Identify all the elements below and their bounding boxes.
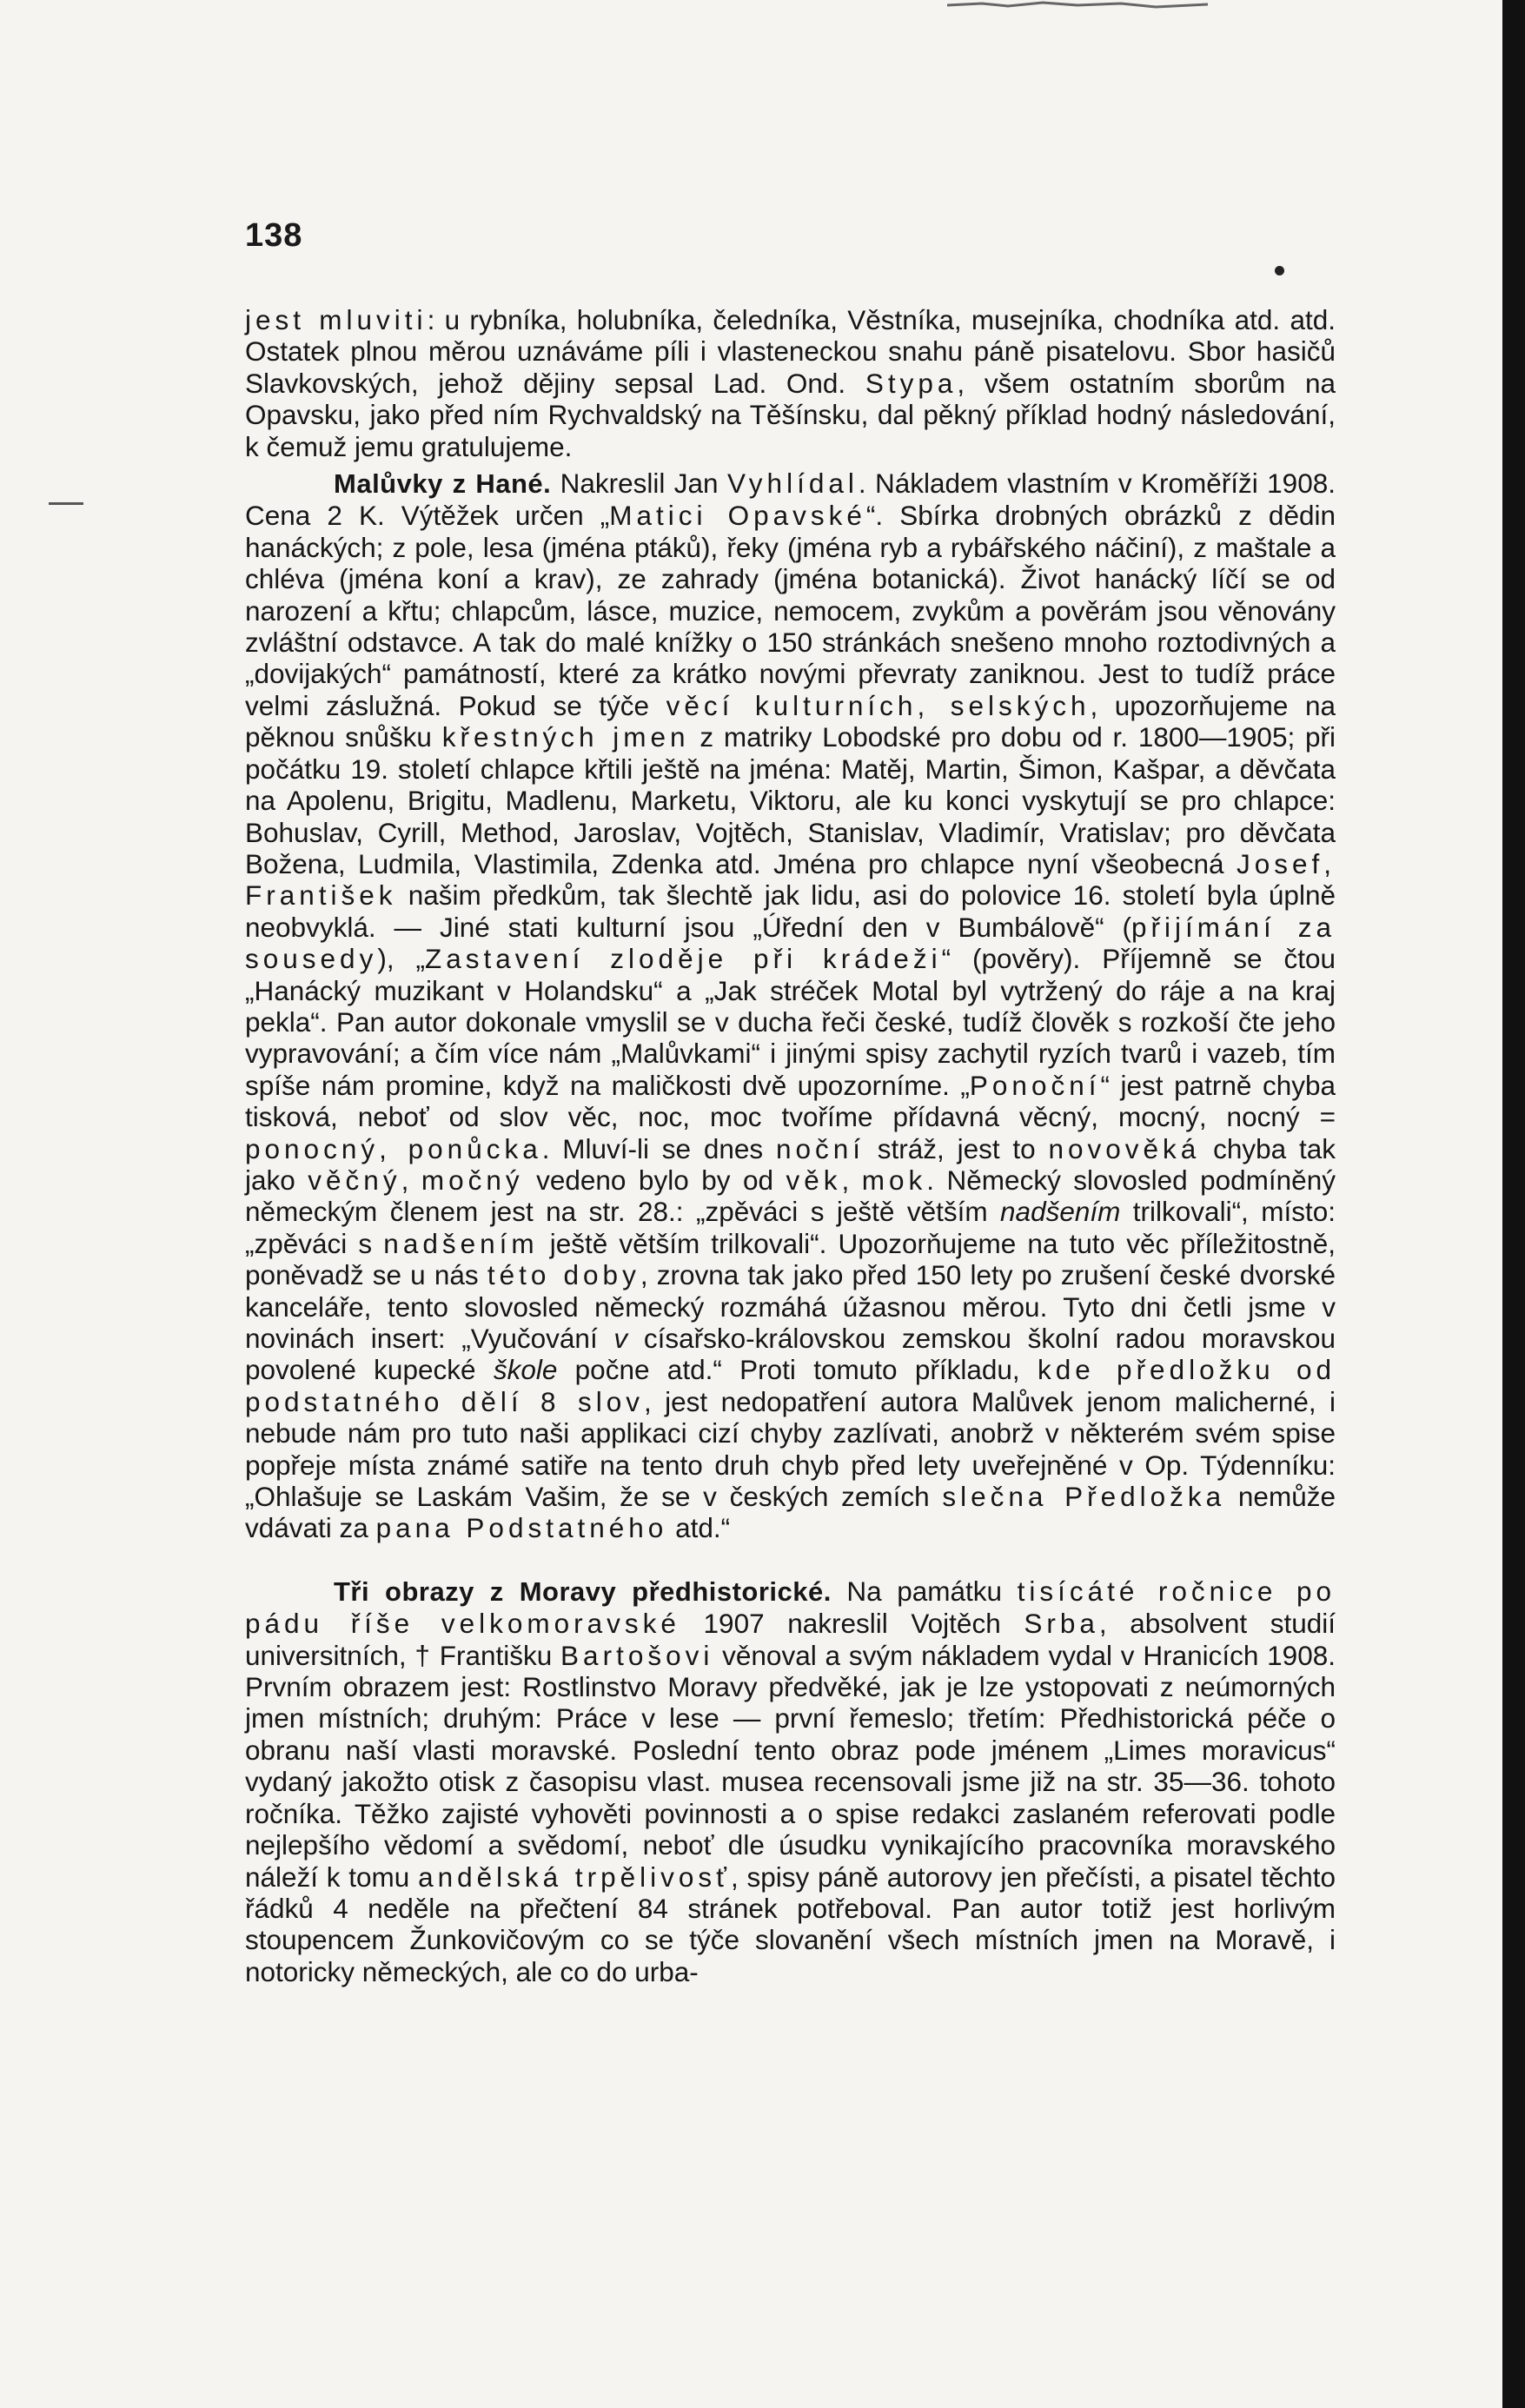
spaced-emphasis: pana Podstatného <box>375 1512 668 1544</box>
spaced-emphasis: Josef, František <box>245 847 1336 912</box>
spaced-emphasis: novověká <box>1048 1132 1201 1164</box>
text-run: trilkovali“, místo: „zpěváci s <box>245 1196 1336 1259</box>
page-number: 138 <box>245 217 303 254</box>
text-run: , absolvent studií universitních, † Františku <box>245 1608 1336 1671</box>
spaced-emphasis: kde předložku od podstatného dělí 8 slov <box>245 1354 1336 1417</box>
text-run: . Nákladem vlastním v Kroměříži 1908. Cena 2 K. Výtěžek určen „ <box>245 468 1336 532</box>
italic-emphasis: škole <box>493 1354 558 1386</box>
text-run: ještě větším trilkovali“. Upozorňujeme na tuto věc příležitostně, poněvadž se u nás <box>245 1227 1336 1291</box>
spaced-emphasis: Matici Opavské <box>609 500 866 532</box>
text-run: z matriky Lobodské pro dobu od r. 1800—1905; při počátku 19. století chlapce křtili ještě na jména: Matěj, Martin, Šimon, Kašpar, a děvčata na Apolenu, Brigitu, Madlenu, Marketu, Viktoru, ale ku konci vyskytují se pro chlapce: Bohuslav, Cyrill, Method, Jaroslav, Vojtěch, Stanislav, Vladimír, Vratislav; pro děvčata Božena, Ludmila, Vlastimila, Zdenka atd. Jména pro chlapce nyní všeobecná <box>245 721 1336 879</box>
spaced-emphasis: močný <box>421 1164 524 1196</box>
spaced-emphasis: noční <box>775 1132 865 1164</box>
text-run: vedeno bylo by od <box>523 1164 786 1196</box>
scan-edge <box>1502 0 1525 2408</box>
text-run: císařsko-královskou zemskou školní radou moravskou povolené kupecké <box>245 1323 1336 1386</box>
spaced-emphasis: věk <box>786 1164 842 1196</box>
review-title: Malůvky z Hané. <box>334 468 552 500</box>
text-run: “ jest patrně chyba tisková, neboť od slov věc, noc, moc tvoříme přídavná věcný, mocný, nocný = <box>245 1069 1336 1133</box>
spaced-emphasis: mok <box>861 1164 927 1196</box>
text-run: stráž, jest to <box>865 1132 1049 1164</box>
text-run: chyba tak jako <box>245 1132 1336 1196</box>
ink-dot-mark <box>1275 266 1284 275</box>
spaced-emphasis: věcí kulturních, selských <box>666 689 1091 721</box>
text-run: “ (pověry). Příjemně se čtou „Hanácký muzikant v Holandsku“ a „Jak stréček Motal byl vytržený do ráje a na kraj pekla“. Pan autor dokonale vmyslil se v ducha řeči české, tudíž člověk s rozkoší čte jeho vypravování; a čím více nám „Malůvkami“ i jinými spisy zachytil ryzích tvarů i vazeb, tím spíše nám promine, když na maličkosti dvě upozorníme. „ <box>245 943 1336 1101</box>
spaced-emphasis: této doby <box>487 1259 640 1291</box>
text-run: , zrovna tak jako před 150 lety po zrušení české dvorské kanceláře, tento slovosled německý rozmáhá úžasnou měrou. Tyto dni četli jsme v novinách insert: „Vyučování <box>245 1259 1336 1354</box>
spaced-emphasis: křestných jmen <box>441 721 690 753</box>
margin-dash-mark <box>49 502 83 505</box>
body-text <box>245 304 1336 1987</box>
scan-smudge-icon <box>947 0 1208 19</box>
text-run: , všem ostatním sborům na Opavsku, jako před ním Rychvaldský na Těšínsku, dal pěkný příklad hodný následování, k čemuž jemu gratulujeme. <box>245 367 1336 462</box>
text-run: . Mluví-li se dnes <box>541 1132 776 1164</box>
text-run: . Německý slovosled podmíněný německým členem jest na str. 28.: „zpěváci s ještě větším <box>245 1164 1336 1228</box>
spaced-emphasis: Ponoční <box>969 1069 1101 1101</box>
text-run: , upozorňujeme na pěknou snůšku <box>245 689 1336 753</box>
spaced-emphasis: ponocný, ponůcka <box>245 1132 542 1164</box>
spaced-emphasis: Srba <box>1024 1608 1099 1640</box>
paragraph-continuation <box>245 304 1336 462</box>
spaced-emphasis: věčný <box>308 1164 401 1196</box>
spaced-emphasis: andělská trpělivosť <box>418 1861 731 1893</box>
text-run: “. Sbírka drobných obrázků z dědin hanáckých; z pole, lesa (jména ptáků), řeky (jména ryb a rybářského náčiní), z maštale a chléva (jména koní a krav), ze zahrady (jména botanická). Život hanácký líčí se od narození a křtu; chlapcům, lásce, muzice, nemocem, zvykům a pověrám jsou věnovány zvláštní odstavce. A tak do malé knížky o 150 stránkách snešeno mnoho roztodivných a „dovijakých“ památností, které za krátko novými převraty zaniknou. Jest to tudíž práce velmi záslužná. Pokud se týče <box>245 500 1336 721</box>
text-run: věnoval a svým nákladem vydal v Hranicích 1908. Prvním obrazem jest: Rostlinstvo Moravy předvěké, jak je lze ystopovati z neúmorných jmen místních; druhým: Práce v lese — první řemeslo; třetím: Předhistorická péče o obranu naší vlasti moravské. Poslední tento obraz pode jménem „Limes moravicus“ vydaný jakožto otisk z časopisu vlast. musea recensovali jsme již na str. 35—36. tohoto ročníka. Těžko zajisté vyhověti povinnosti a o spise redakci zaslaném referovati podle nejlepšího vědomí a svědomí, neboť dle úsudku vynikajícího pracovníka moravského náleží k tomu <box>245 1639 1336 1893</box>
text-run: počne atd.“ Proti tomuto příkladu, <box>557 1354 1038 1386</box>
text-run: Nakreslil Jan <box>551 468 727 500</box>
text-run: : u rybníka, holubníka, čeledníka, Věstníka, musejníka, chodníka atd. atd. Ostatek plnou měrou uznáváme píli i vlasteneckou snahu páně pisatelovu. Sbor hasičů Slavkovských, jehož dějiny sepsal Lad. Ond. <box>245 304 1336 399</box>
review-title: Tři obrazy z Moravy předhistorické. <box>334 1575 832 1607</box>
spaced-emphasis: tisícáté ročnice po pádu říše velkomoravské <box>245 1575 1336 1640</box>
spaced-emphasis: Bartošovi <box>560 1639 714 1671</box>
text-run: 1907 nakreslil Vojtěch <box>680 1608 1024 1640</box>
text-run: , jest nedopatření autora Malůvek jenom malicherné, i nebude nám pro tuto naši applikaci cizí chyby zazlívati, anobrž v některém svém spise popřeje místa známé satiře na tento druh chyb před lety uveřejněné v Op. Týdenníku: „Ohlašuje se Laskám Vašim, že se v českých zemích <box>245 1385 1336 1513</box>
text-run: ), „ <box>377 943 426 975</box>
review-tri-obrazy-z-moravy <box>245 1575 1336 1987</box>
review-maluvky-z-hane <box>245 468 1336 1544</box>
text-run: , spisy páně autorovy jen přečísti, a pisatel těchto řádků 4 neděle na přečtení 84 stránek potřeboval. Pan autor totiž jest horlivým stoupencem Žunkovičovým co se týče slovanění všech místních jmen na Moravě, i notoricky německých, ale co do urba- <box>245 1861 1336 1987</box>
text-run: našim předkům, tak šlechtě jak lidu, asi do polovice 16. století byla úplně neobvyklá. — Jiné stati kulturní jsou „Úřední den v Bumbálově“ ( <box>245 879 1336 943</box>
text-run: nemůže vdávati za <box>245 1481 1336 1544</box>
spaced-emphasis: přijímání za sousedy <box>245 911 1336 975</box>
spaced-emphasis: Zastavení zloděje při krádeži <box>425 943 942 975</box>
text-run: Na památku <box>831 1575 1018 1607</box>
spaced-emphasis: jest mluviti <box>245 304 428 335</box>
spaced-emphasis: nadšením <box>383 1227 539 1259</box>
spaced-emphasis: Stypa <box>865 367 958 399</box>
text-run: , <box>401 1164 421 1196</box>
text-run: , <box>841 1164 862 1196</box>
italic-emphasis: nadšením <box>1000 1196 1121 1228</box>
spaced-emphasis: Vyhlídal <box>726 468 859 500</box>
italic-emphasis: v <box>613 1323 628 1354</box>
spaced-emphasis: slečna Předložka <box>942 1481 1226 1513</box>
text-run: atd.“ <box>667 1512 731 1544</box>
